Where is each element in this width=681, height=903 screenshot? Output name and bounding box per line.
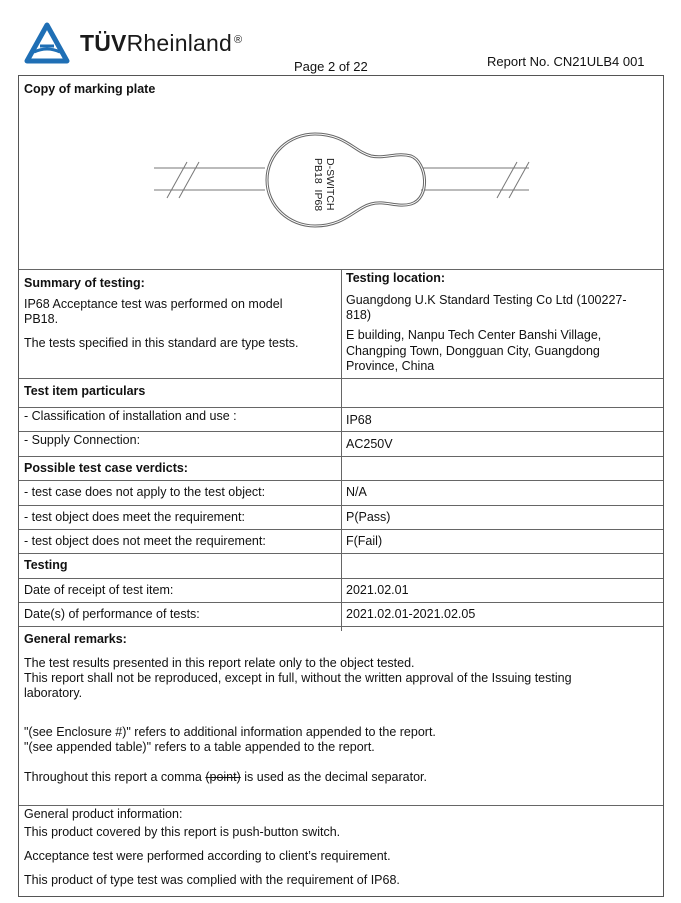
report-number: Report No. CN21ULB4 001	[487, 54, 645, 69]
marking-plate-drawing	[149, 126, 539, 236]
page-header	[0, 0, 681, 76]
verdict-row-value: P(Pass)	[346, 510, 391, 524]
testing-title: Testing	[24, 558, 68, 572]
particulars-row-value: IP68	[346, 413, 372, 427]
summary-line-1: IP68 Acceptance test was performed on model	[24, 297, 283, 311]
brand-name: TÜVRheinland ®	[80, 30, 243, 56]
testing-row-label: Date(s) of performance of tests:	[24, 607, 200, 621]
remarks-line: "(see appended table)" refers to a table appended to the report.	[24, 740, 375, 754]
remarks-line: "(see Enclosure #)" refers to additional information appended to the report.	[24, 725, 436, 739]
verdict-row-value: F(Fail)	[346, 534, 383, 548]
location-title: Testing location:	[346, 271, 446, 285]
particulars-row-label: - Classification of installation and use :	[24, 409, 237, 423]
testing-row-label: Date of receipt of test item:	[24, 583, 174, 597]
location-lab-line-1: Guangdong U.K Standard Testing Co Ltd (100227-	[346, 293, 627, 307]
plate-line-1: D-SWITCH	[324, 158, 336, 211]
remarks-title: General remarks:	[24, 632, 127, 646]
testing-row-value: 2021.02.01-2021.02.05	[346, 607, 476, 621]
verdict-row-label: - test object does not meet the requirement:	[24, 534, 266, 548]
particulars-row-value: AC250V	[346, 437, 393, 451]
particulars-row-label: - Supply Connection:	[24, 433, 141, 447]
product-info-line: This product covered by this report is push-button switch.	[24, 825, 341, 839]
marking-plate-title: Copy of marking plate	[24, 82, 156, 96]
remarks-decimal-note: Throughout this report a comma (point) is used as the decimal separator.	[24, 770, 427, 784]
summary-line-3: The tests specified in this standard are type tests.	[24, 336, 299, 350]
location-address-line-2: Changping Town, Dongguan City, Guangdong	[346, 344, 600, 358]
particulars-title: Test item particulars	[24, 384, 146, 398]
summary-line-2: PB18.	[24, 312, 59, 326]
tuv-logo-icon	[24, 22, 70, 64]
plate-line-2: PB18 IP68	[312, 158, 324, 212]
summary-title: Summary of testing:	[24, 276, 145, 290]
verdict-row-label: - test case does not apply to the test object:	[24, 485, 266, 499]
remarks-line: The test results presented in this report relate only to the object tested.	[24, 656, 415, 670]
report-table	[18, 75, 664, 897]
verdicts-title: Possible test case verdicts:	[24, 461, 188, 475]
verdict-row-label: - test object does meet the requirement:	[24, 510, 245, 524]
product-info-line: Acceptance test were performed according to client’s requirement.	[24, 849, 391, 863]
page-number: Page 2 of 22	[294, 59, 368, 74]
verdict-row-value: N/A	[346, 485, 367, 499]
location-address-line-3: Province, China	[346, 359, 435, 373]
location-lab-line-2: 818)	[346, 308, 372, 322]
location-address-line-1: E building, Nanpu Tech Center Banshi Village,	[346, 328, 602, 342]
product-info-title: General product information:	[24, 807, 183, 821]
remarks-line: This report shall not be reproduced, except in full, without the written approval of the Issuing testing	[24, 671, 572, 685]
remarks-line: laboratory.	[24, 686, 83, 700]
product-info-line: This product of type test was complied with the requirement of IP68.	[24, 873, 400, 887]
testing-row-value: 2021.02.01	[346, 583, 409, 597]
